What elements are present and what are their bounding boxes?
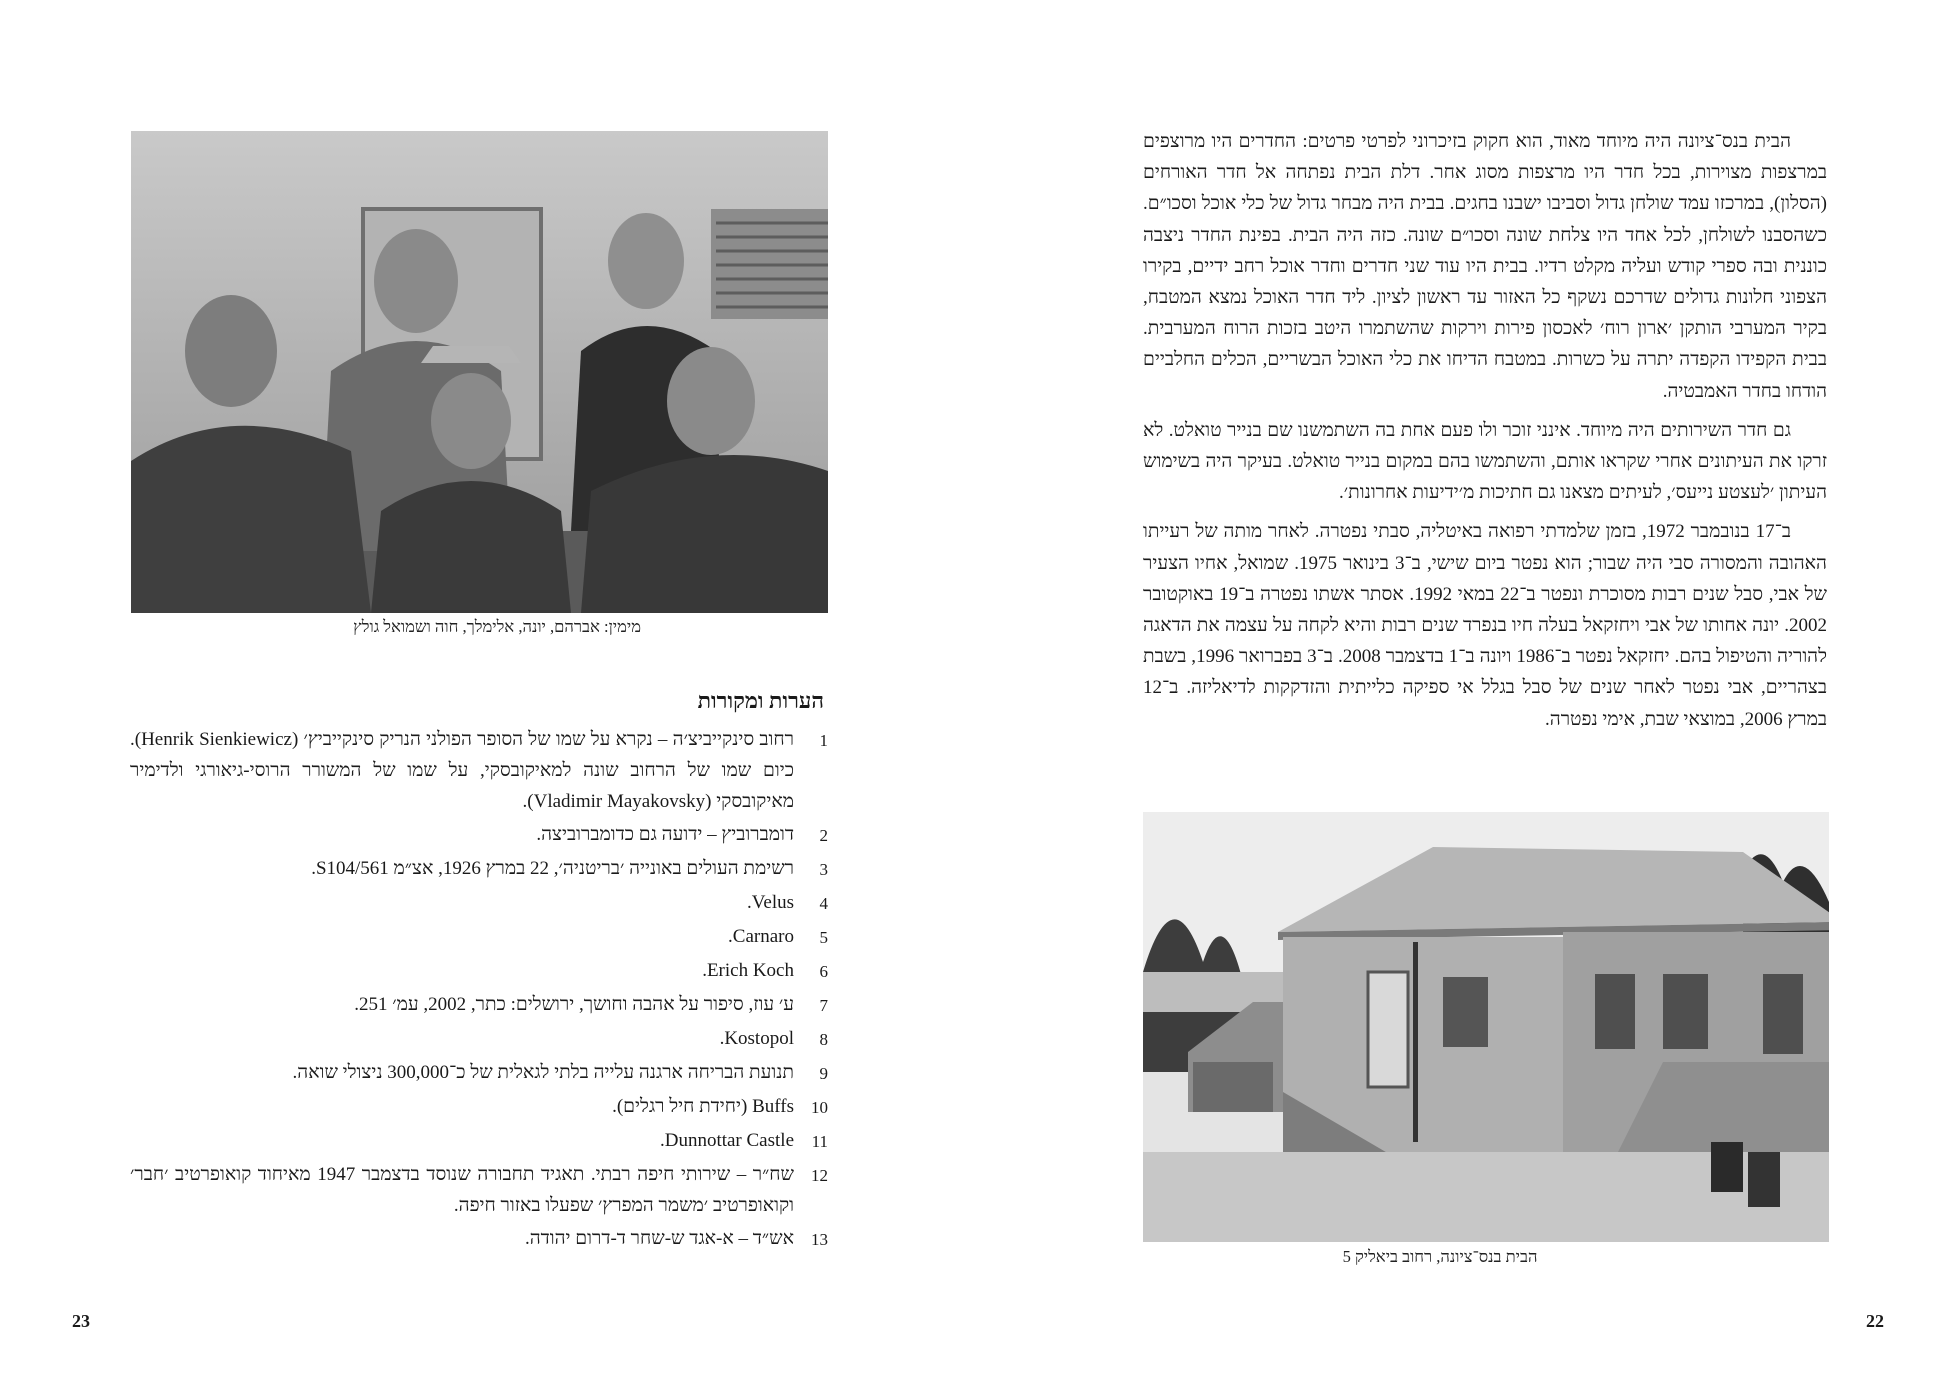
- note-text: רחוב סינקייביצ׳ה – נקרא על שמו של הסופר הפולני הנריק סינקייביץ׳ (Henrik Sienkiewicz). כיום שמו של הרחוב שונה למאיקובסקי, על שמו של המשורר הרוסי-גיאורגי ולדימיר מאיקובסקי (Vladimir Mayakovsky).: [130, 729, 794, 812]
- notes-heading: הערות ומקורות: [697, 688, 824, 713]
- note-number: 1: [819, 731, 828, 750]
- house-photo: [1143, 812, 1829, 1242]
- note-text: דומברוביץ – ידועה גם כדומברוביצה.: [536, 824, 794, 845]
- paragraph: גם חדר השירותים היה מיוחד. אינני זוכר ולו פעם אחת בה השתמשנו שם בנייר טואלט. לא זרקו את העיתונים אחרי שקראו אותם, והשתמשו בהם במקום בנייר טואלט. בעיקר היה בשימוש העיתון ׳לעצטע נייעס׳, לעיתים מצאנו גם חתיכות מ׳ידיעות אחרונות׳.: [1143, 419, 1827, 504]
- house-photo-image: [1143, 812, 1829, 1242]
- paragraph: ב־17 בנובמבר 1972, בזמן שלמדתי רפואה באיטליה, סבתי נפטרה. לאחר מותה של רעייתו האהובה והמסורה סבי היה שבור; הוא נפטר ביום שישי, ב־3 בינואר 1975. שמואל, אחיו הצעיר של אבי, סבל שנים רבות מסוכרת ונפטר ב־22 במאי 1992. אסתר אשתו נפטרה ב־19 באוקטובר 2002. יונה אחותו של אבי ויחזקאל בעלה חיו בנפרד שנים רבות והיא לקחה על עצמה את הדאגה להוריה והטיפול בהם. יחזקאל נפטר ב־1986 ויונה ב־1 בדצמבר 2008. ב־3 בפברואר 1996, בשבת בצהריים, אבי נפטר לאחר שנים של סבל בגלל אי ספיקה כלייתית והזדקקות לדיאליזה. ב־12 במרץ 2006, במוצאי שבת, אימי נפטרה.: [1143, 521, 1827, 730]
- body-text: [1143, 126, 1827, 743]
- note-text: Carnaro.: [728, 926, 794, 947]
- paragraph: הבית בנס־ציונה היה מיוחד מאוד, הוא חקוק בזיכרוני לפרטי פרטים: החדרים היו מרוצפים במרצפות מצוירות, בכל חדר היו מרצפות מסוג אחר. דלת הבית נפתחה אל חדר האורחים (הסלון), במרכזו עמד שולחן גדול וסביבו ישבנו בחגים. בבית היה מבחר גדול של כלי אוכל וסכו״ם. כשהסבנו לשולחן, לכל אחד היו צלחת שונה וסכו״ם שונה. כזה היה הבית. בפינת החדר ניצבה כוננית ובה ספרי קודש ועליה מקלט רדיו. בבית היו עוד שני חדרים וחדר אוכל רחב ידיים, בקירו הצפוני חלונות גדולים שדרכם נשקף כל האזור עד ראשון לציון. ליד חדר האוכל נמצא המטבח, בקיר המערבי הותקן ׳ארון רוח׳ לאכסון פירות וירקות שהשתמרו היטב בזכות הרוח המערבית. בבית הקפידו הקפדה יתרה על כשרות. במטבח הדיחו את כלי האוכל הבשריים, הכלים החלביים הודחו בחדר האמבטיה.: [1143, 131, 1827, 402]
- note-item: [130, 1057, 828, 1089]
- note-text: תנועת הבריחה ארגנה עלייה בלתי לגאלית של כ־300,000 ניצולי שואה.: [292, 1062, 794, 1083]
- note-item: [130, 1159, 828, 1221]
- note-number: 3: [819, 860, 828, 879]
- note-number: 11: [811, 1132, 828, 1151]
- note-text: Kostopol.: [719, 1028, 794, 1049]
- page-number-right: 22: [1866, 1311, 1884, 1331]
- note-number: 12: [811, 1166, 828, 1185]
- note-text: ע׳ עוז, סיפור על אהבה וחושך, ירושלים: כתר, 2002, עמ׳ 251.: [354, 994, 794, 1015]
- note-text: רשימת העולים באונייה ׳בריטניה׳, 22 במרץ 1926, אצ״מ S104/561.: [311, 858, 794, 879]
- note-item: [130, 1223, 828, 1255]
- note-item: [130, 1023, 828, 1055]
- notes-list: [130, 724, 828, 1257]
- house-photo-caption: הבית בנס־ציונה, רחוב ביאליק 5: [1342, 1247, 1538, 1266]
- note-text: Erich Koch.: [702, 960, 794, 981]
- note-number: 10: [811, 1098, 828, 1117]
- note-item: [130, 955, 828, 987]
- note-number: 5: [819, 928, 828, 947]
- note-number: 6: [819, 962, 828, 981]
- note-item: [130, 887, 828, 919]
- note-text: Velus.: [747, 892, 794, 913]
- note-number: 9: [819, 1064, 828, 1083]
- note-text: אש״ד – א-אגד ש-שחר ד-דרום יהודה.: [524, 1228, 794, 1249]
- note-item: [130, 724, 828, 817]
- note-item: [130, 1091, 828, 1123]
- note-text: שח״ר – שירותי חיפה רבתי. תאגיד תחבורה שנוסד בדצמבר 1947 מאיחוד קואופרטיב ׳חבר׳ וקואופרטיב ׳משמר המפרץ׳ שפעלו באזור חיפה.: [130, 1164, 794, 1216]
- note-number: 13: [811, 1230, 828, 1249]
- note-item: [130, 819, 828, 851]
- family-photo-image: [131, 131, 828, 613]
- family-group-photo: [131, 131, 828, 613]
- note-item: [130, 853, 828, 885]
- page-number-left: 23: [72, 1311, 90, 1331]
- note-item: [130, 921, 828, 953]
- note-text: Dunnottar Castle.: [659, 1130, 794, 1151]
- note-number: 8: [819, 1030, 828, 1049]
- note-number: 2: [819, 826, 828, 845]
- family-photo-caption: מימין: אברהם, יונה, אלימלך, חוה ושמואל גולץ: [353, 617, 641, 636]
- note-item: [130, 989, 828, 1021]
- note-item: [130, 1125, 828, 1157]
- note-text: Buffs (יחידת חיל רגלים).: [612, 1096, 794, 1117]
- note-number: 7: [819, 996, 828, 1015]
- note-number: 4: [819, 894, 828, 913]
